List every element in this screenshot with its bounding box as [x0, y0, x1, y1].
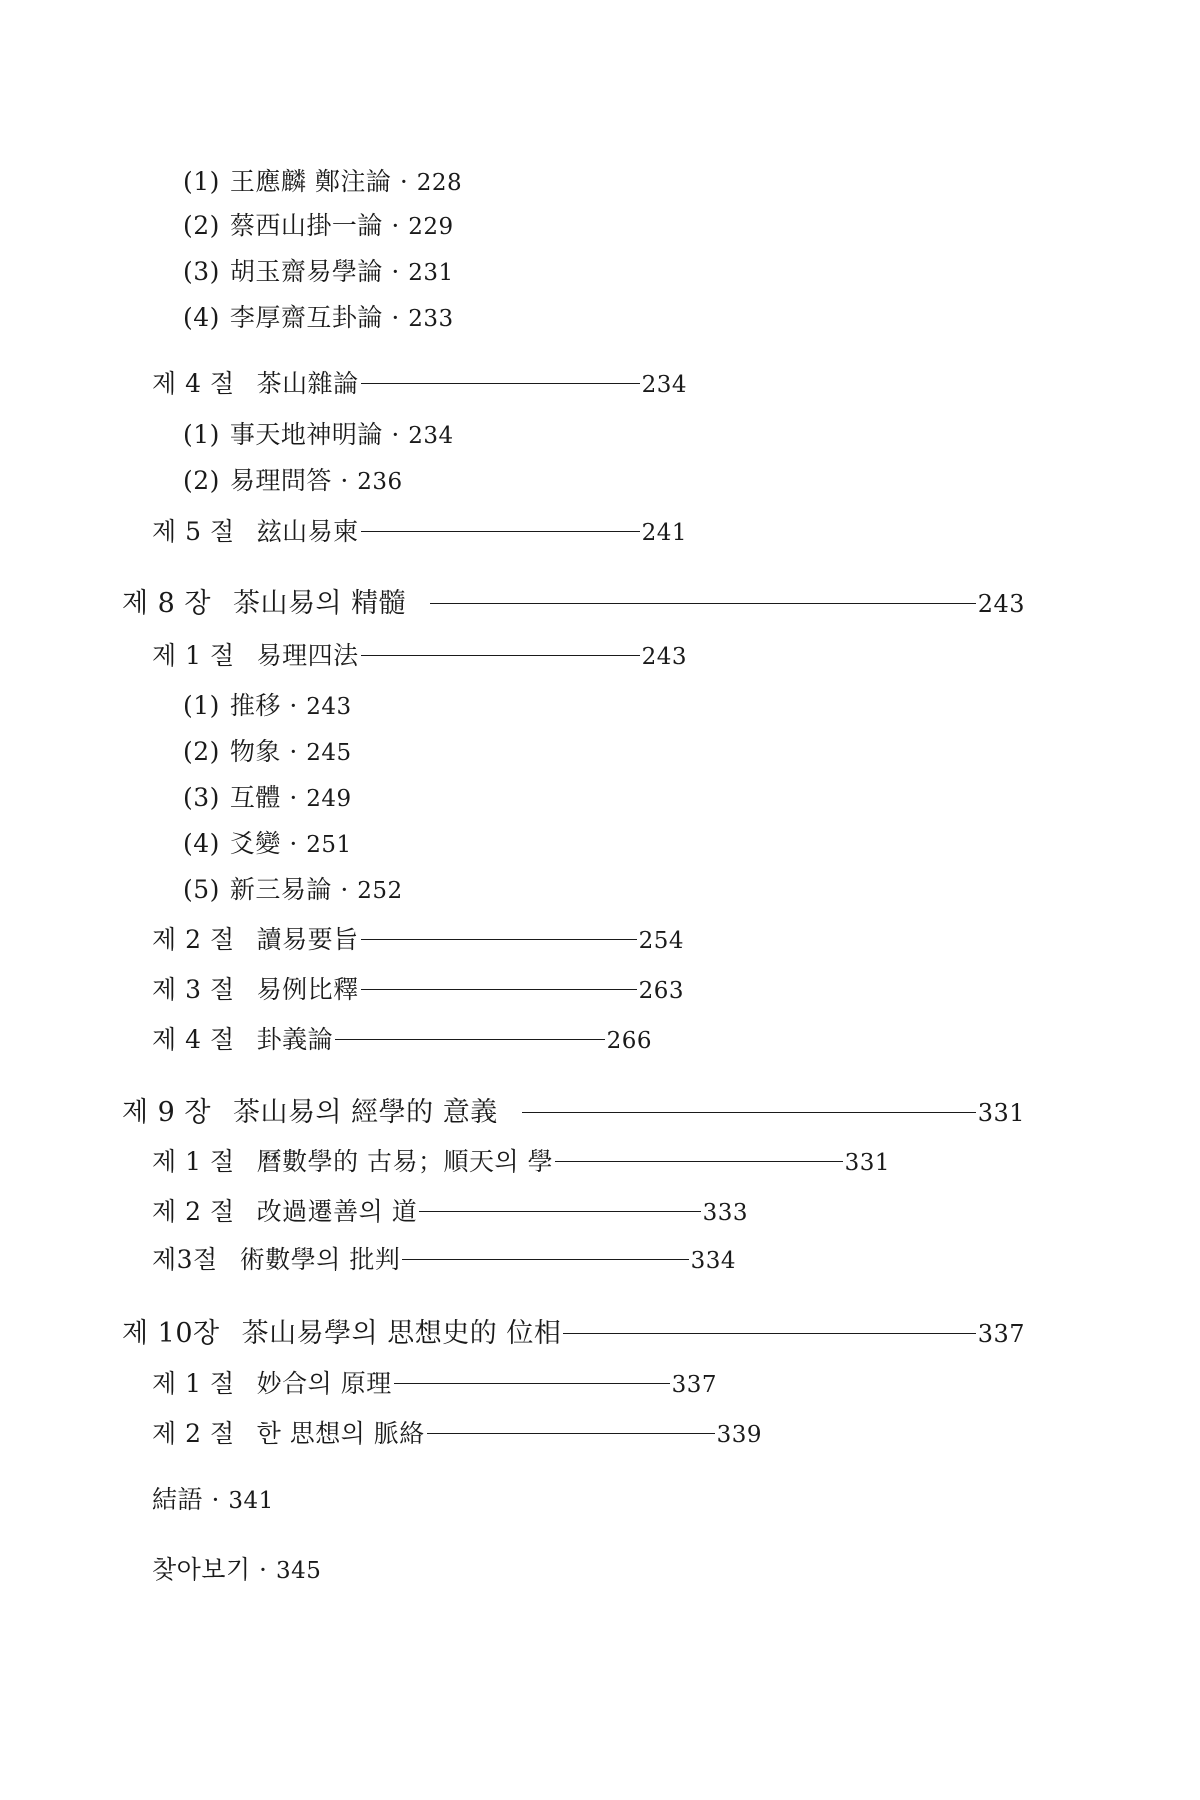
- leader-line: [361, 383, 640, 384]
- section-page: 334: [690, 1248, 736, 1274]
- item-title: 物象: [229, 737, 281, 766]
- item-page: 233: [408, 306, 454, 332]
- chapter-number: 제 8 장: [122, 588, 212, 619]
- toc-item: [183, 686, 352, 722]
- toc-item: [183, 298, 454, 334]
- leader-line: [555, 1161, 842, 1162]
- section-page: 254: [638, 928, 684, 954]
- section-page: 339: [716, 1422, 762, 1448]
- section-number: 제 4 절: [152, 369, 235, 398]
- toc-section: [152, 970, 684, 1006]
- item-title: 李厚齋互卦論: [229, 303, 383, 332]
- leader-line: [361, 655, 640, 656]
- section-title: 妙合의 原理: [256, 1369, 392, 1398]
- leader-line: [430, 603, 976, 604]
- item-marker: (3): [183, 257, 220, 286]
- chapter-title: 茶山易學의 思想史的 位相: [241, 1318, 562, 1349]
- end-title: 찾아보기: [152, 1555, 251, 1584]
- item-marker: (3): [183, 783, 220, 812]
- item-title: 爻變: [229, 829, 281, 858]
- toc-chapter: [122, 1090, 1025, 1129]
- item-title: 互體: [229, 783, 281, 812]
- toc-item: [183, 162, 462, 198]
- item-marker: (4): [183, 829, 220, 858]
- toc-section: [152, 1364, 717, 1400]
- item-marker: (2): [183, 211, 220, 240]
- section-page: 337: [671, 1372, 717, 1398]
- leader-line: [361, 939, 637, 940]
- dot-separator: ·: [250, 1555, 276, 1584]
- item-marker: (2): [183, 737, 220, 766]
- leader-line: [394, 1383, 670, 1384]
- dot-separator: ·: [391, 167, 417, 196]
- leader-line: [335, 1039, 604, 1040]
- toc-item: [183, 732, 352, 768]
- toc-item: [183, 252, 454, 288]
- toc-section: [152, 364, 687, 400]
- item-marker: (5): [183, 875, 220, 904]
- toc-chapter: [122, 581, 1025, 620]
- section-number: 제 1 절: [152, 641, 235, 670]
- dot-separator: ·: [280, 737, 307, 766]
- section-title: 茶山雜論: [256, 369, 359, 398]
- item-title: 易理問答: [229, 466, 332, 495]
- section-number: 제 2 절: [152, 1197, 235, 1226]
- section-number: 제 2 절: [152, 925, 235, 954]
- item-page: 251: [306, 832, 352, 858]
- end-page: 341: [228, 1488, 274, 1514]
- chapter-page: 243: [977, 590, 1025, 618]
- toc-section: [152, 1142, 890, 1178]
- section-number: 제 4 절: [152, 1025, 235, 1054]
- toc-end-entry: [152, 1550, 321, 1586]
- leader-line: [419, 1211, 700, 1212]
- dot-separator: ·: [280, 829, 307, 858]
- toc-section: [152, 512, 687, 548]
- leader-line: [361, 989, 637, 990]
- toc-item: [183, 415, 454, 451]
- chapter-number: 제 10장: [122, 1318, 220, 1349]
- section-page: 263: [638, 978, 684, 1004]
- dot-separator: ·: [280, 691, 307, 720]
- section-title: 改過遷善의 道: [256, 1197, 418, 1226]
- toc-section: [152, 1240, 736, 1276]
- section-title: 玆山易柬: [256, 517, 359, 546]
- section-number: 제 5 절: [152, 517, 235, 546]
- item-page: 252: [357, 878, 403, 904]
- section-page: 241: [641, 520, 687, 546]
- chapter-title: 茶山易의 精髓: [233, 588, 407, 619]
- chapter-title: 茶山易의 經學的 意義: [233, 1097, 498, 1128]
- toc-item: [183, 870, 403, 906]
- item-page: 236: [357, 469, 403, 495]
- toc-item: [183, 461, 403, 497]
- toc-section: [152, 636, 687, 672]
- dot-separator: ·: [280, 783, 307, 812]
- dot-separator: ·: [382, 257, 409, 286]
- toc-item: [183, 778, 352, 814]
- item-page: 231: [408, 260, 454, 286]
- chapter-page: 331: [977, 1099, 1025, 1127]
- dot-separator: ·: [331, 875, 358, 904]
- item-marker: (1): [183, 420, 220, 449]
- toc-item: [183, 206, 454, 242]
- item-title: 新三易論: [229, 875, 332, 904]
- toc-section: [152, 1192, 748, 1228]
- section-page: 331: [844, 1150, 890, 1176]
- section-number: 제 2 절: [152, 1419, 235, 1448]
- section-title: 易理四法: [256, 641, 359, 670]
- item-page: 234: [408, 423, 454, 449]
- dot-separator: ·: [382, 211, 409, 240]
- item-marker: (1): [183, 167, 220, 196]
- section-title: 한 思想의 脈絡: [256, 1419, 425, 1448]
- section-page: 333: [702, 1200, 748, 1226]
- end-page: 345: [275, 1558, 322, 1584]
- section-title: 曆數學的 古易；順天의 學: [256, 1147, 554, 1176]
- item-marker: (1): [183, 691, 220, 720]
- toc-item: [183, 824, 352, 860]
- toc-section: [152, 1414, 762, 1450]
- item-page: 229: [408, 214, 454, 240]
- item-title: 王應麟 鄭注論: [229, 167, 392, 196]
- toc-end-entry: [152, 1480, 274, 1516]
- dot-separator: ·: [382, 303, 409, 332]
- dot-separator: ·: [382, 420, 409, 449]
- chapter-number: 제 9 장: [122, 1097, 212, 1128]
- item-page: 228: [416, 170, 463, 196]
- end-title: 結語: [152, 1485, 204, 1514]
- item-title: 胡玉齋易學論: [229, 257, 383, 286]
- item-page: 249: [306, 786, 352, 812]
- item-title: 蔡西山掛一論: [229, 211, 383, 240]
- leader-line: [361, 531, 640, 532]
- section-page: 243: [641, 644, 687, 670]
- item-page: 245: [306, 740, 352, 766]
- section-number: 제 1 절: [152, 1147, 235, 1176]
- leader-line: [563, 1333, 975, 1334]
- item-marker: (4): [183, 303, 220, 332]
- toc-section: [152, 1020, 652, 1056]
- leader-line: [427, 1433, 715, 1434]
- item-title: 事天地神明論: [229, 420, 383, 449]
- item-page: 243: [306, 694, 352, 720]
- toc-chapter: [122, 1311, 1025, 1350]
- leader-line: [522, 1112, 976, 1113]
- section-title: 讀易要旨: [256, 925, 359, 954]
- dot-separator: ·: [203, 1485, 229, 1514]
- toc-section: [152, 920, 684, 956]
- section-number: 제 3 절: [152, 975, 235, 1004]
- section-title: 易例比釋: [256, 975, 359, 1004]
- section-number: 제3절: [152, 1245, 218, 1274]
- dot-separator: ·: [331, 466, 358, 495]
- section-title: 卦義論: [256, 1025, 334, 1054]
- chapter-page: 337: [977, 1320, 1025, 1348]
- section-page: 234: [641, 372, 687, 398]
- section-page: 266: [606, 1028, 652, 1054]
- section-title: 術數學의 批判: [239, 1245, 401, 1274]
- item-marker: (2): [183, 466, 220, 495]
- leader-line: [402, 1259, 688, 1260]
- section-number: 제 1 절: [152, 1369, 235, 1398]
- item-title: 推移: [229, 691, 281, 720]
